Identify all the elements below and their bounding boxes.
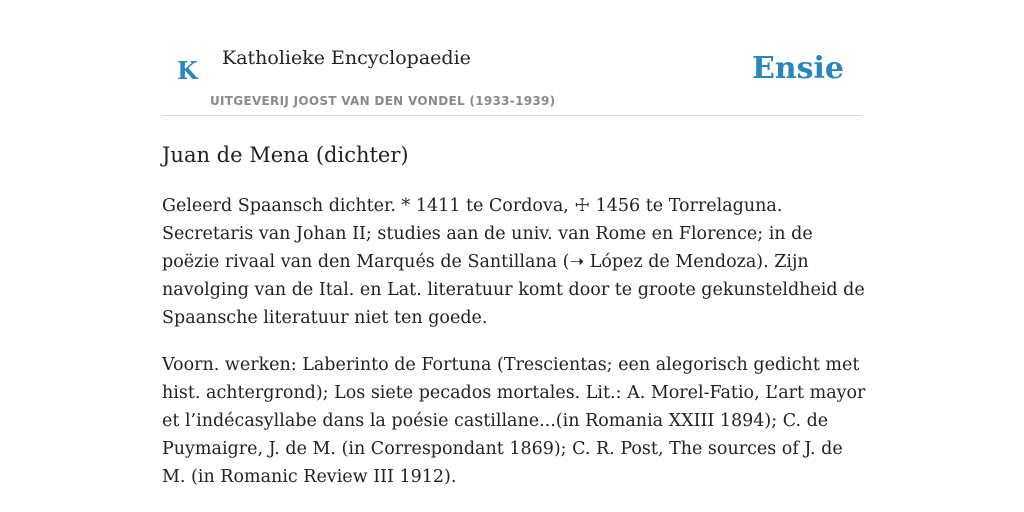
article-paragraph-biography: Geleerd Spaansch dichter. * 1411 te Cordova, ☩ 1456 te Torrelaguna. Secretaris van Johan II; studies aan de univ. van Rome en Florence; in de poëzie rivaal van den Marqués de Santillana (➝ López de Mendoza). Zijn navolging van de Ital. en Lat. literatuur komt door te groote gekunsteldheid de Spaansche literatuur niet ten goede.	[162, 196, 865, 328]
site-title-link[interactable]: Katholieke Encyclopaedie	[222, 47, 471, 69]
logo-k-icon[interactable]: K	[177, 56, 198, 85]
ensie-brand-link[interactable]: Ensie	[751, 51, 844, 86]
site-header	[162, 0, 862, 116]
article-title: Juan de Mena (dichter)	[162, 143, 409, 167]
article-content	[162, 140, 866, 491]
publisher-subtitle: UITGEVERIJ JOOST VAN DEN VONDEL (1933-1939)	[210, 94, 556, 108]
article-paragraph-works: Voorn. werken: Laberinto de Fortuna (Trescientas; een alegorisch gedicht met hist. achtergrond); Los siete pecados mortales. Lit.: A. Morel-Fatio, L’art mayor et l’indécasyllabe dans la poésie castillane...(in Romania XXIII 1894); C. de Puymaigre, J. de M. (in Correspondant 1869); C. R. Post, The sources of J. de M. (in Romanic Review III 1912).	[162, 355, 866, 487]
